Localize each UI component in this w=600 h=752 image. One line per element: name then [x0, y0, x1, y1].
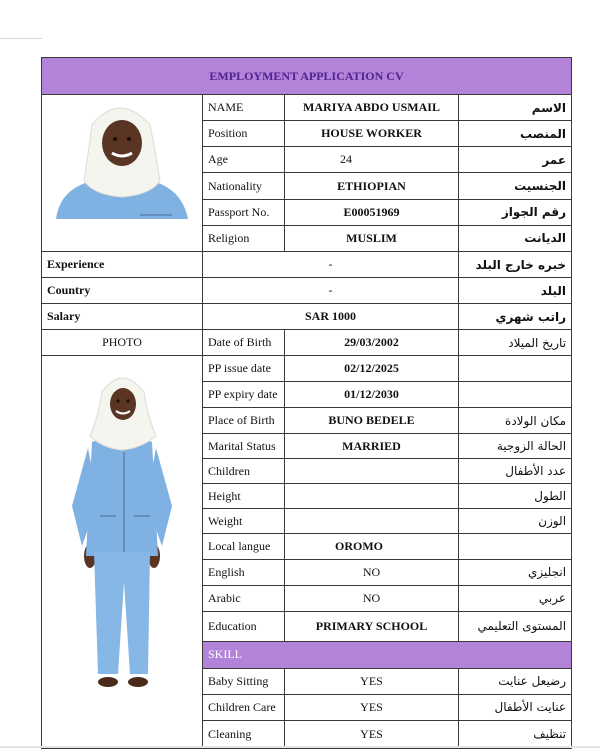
english-ar-label: انجليزي	[459, 559, 572, 585]
local-language-value: OROMO	[285, 534, 459, 559]
photo-label: PHOTO	[42, 330, 203, 356]
marital-value: MARRIED	[285, 434, 459, 459]
weight-ar-label: الوزن	[459, 509, 572, 534]
passport-label: Passport No.	[203, 199, 285, 225]
pp-issue-ar-label	[459, 356, 572, 382]
education-ar-label: المستوى التعليمي	[459, 611, 572, 641]
children-label: Children	[203, 459, 285, 484]
religion-value: MUSLIM	[285, 225, 459, 251]
position-value: HOUSE WORKER	[285, 121, 459, 147]
children-care-label: Children Care	[203, 694, 285, 720]
children-care-value: YES	[285, 694, 459, 720]
arabic-value: NO	[285, 585, 459, 611]
position-label: Position	[203, 121, 285, 147]
dob-value: 29/03/2002	[285, 330, 459, 356]
marital-ar-label: الحالة الزوجية	[459, 434, 572, 459]
education-label: Education	[203, 611, 285, 641]
cv-title: EMPLOYMENT APPLICATION CV	[42, 58, 572, 95]
table-row	[42, 356, 572, 382]
name-label: NAME	[203, 95, 285, 121]
height-label: Height	[203, 484, 285, 509]
birthplace-ar-label: مكان الولادة	[459, 408, 572, 434]
birthplace-label: Place of Birth	[203, 408, 285, 434]
headshot-image	[42, 95, 202, 247]
nationality-ar-label: الجنسيت	[459, 173, 572, 199]
local-language-ar-label	[459, 534, 572, 559]
title-row	[42, 58, 572, 95]
children-care-ar-label: عنايت الأطفال	[459, 694, 572, 720]
children-value	[285, 459, 459, 484]
pp-expiry-ar-label	[459, 382, 572, 408]
dob-ar-label: تاريخ الميلاد	[459, 330, 572, 356]
english-label: English	[203, 559, 285, 585]
full-body-photo	[42, 356, 203, 749]
top-rule	[0, 38, 42, 39]
full-body-image	[42, 356, 202, 744]
religion-label: Religion	[203, 225, 285, 251]
passport-ar-label: رقم الجواز	[459, 199, 572, 225]
bottom-rule	[0, 746, 600, 748]
pp-issue-label: PP issue date	[203, 356, 285, 382]
arabic-ar-label: عربي	[459, 585, 572, 611]
table-row	[42, 95, 572, 121]
weight-label: Weight	[203, 509, 285, 534]
pp-expiry-value: 01/12/2030	[285, 382, 459, 408]
baby-sitting-value: YES	[285, 668, 459, 694]
skill-header: SKILL	[203, 641, 572, 668]
experience-ar-label: خبره خارج البلد	[459, 252, 572, 278]
height-ar-label: الطول	[459, 484, 572, 509]
age-ar-label: عمر	[459, 147, 572, 173]
weight-value	[285, 509, 459, 534]
country-ar-label: البلد	[459, 278, 572, 304]
cleaning-value: YES	[285, 720, 459, 748]
experience-label: Experience	[42, 252, 203, 278]
baby-sitting-ar-label: رضيعل عنايت	[459, 668, 572, 694]
name-value: MARIYA ABDO USMAIL	[285, 95, 459, 121]
birthplace-value: BUNO BEDELE	[285, 408, 459, 434]
table-row	[42, 304, 572, 330]
country-label: Country	[42, 278, 203, 304]
cleaning-label: Cleaning	[203, 720, 285, 748]
experience-value: -	[203, 252, 459, 278]
dob-label: Date of Birth	[203, 330, 285, 356]
salary-value: SAR 1000	[203, 304, 459, 330]
name-ar-label: الاسم	[459, 95, 572, 121]
local-language-label: Local langue	[203, 534, 285, 559]
table-row	[42, 278, 572, 304]
baby-sitting-label: Baby Sitting	[203, 668, 285, 694]
country-value: -	[203, 278, 459, 304]
position-ar-label: المنصب	[459, 121, 572, 147]
table-row	[42, 252, 572, 278]
headshot-photo	[42, 95, 203, 252]
passport-value: E00051969	[285, 199, 459, 225]
religion-ar-label: الديانت	[459, 225, 572, 251]
nationality-label: Nationality	[203, 173, 285, 199]
education-value: PRIMARY SCHOOL	[285, 611, 459, 641]
children-ar-label: عدد الأطفال	[459, 459, 572, 484]
cleaning-ar-label: تنظيف	[459, 720, 572, 748]
nationality-value: ETHIOPIAN	[285, 173, 459, 199]
height-value	[285, 484, 459, 509]
marital-label: Marital Status	[203, 434, 285, 459]
age-value: 24	[285, 147, 459, 173]
pp-expiry-label: PP expiry date	[203, 382, 285, 408]
english-value: NO	[285, 559, 459, 585]
salary-label: Salary	[42, 304, 203, 330]
cv-table	[41, 57, 572, 749]
table-row	[42, 330, 572, 356]
age-label: Age	[203, 147, 285, 173]
salary-ar-label: راتب شهري	[459, 304, 572, 330]
arabic-label: Arabic	[203, 585, 285, 611]
pp-issue-value: 02/12/2025	[285, 356, 459, 382]
